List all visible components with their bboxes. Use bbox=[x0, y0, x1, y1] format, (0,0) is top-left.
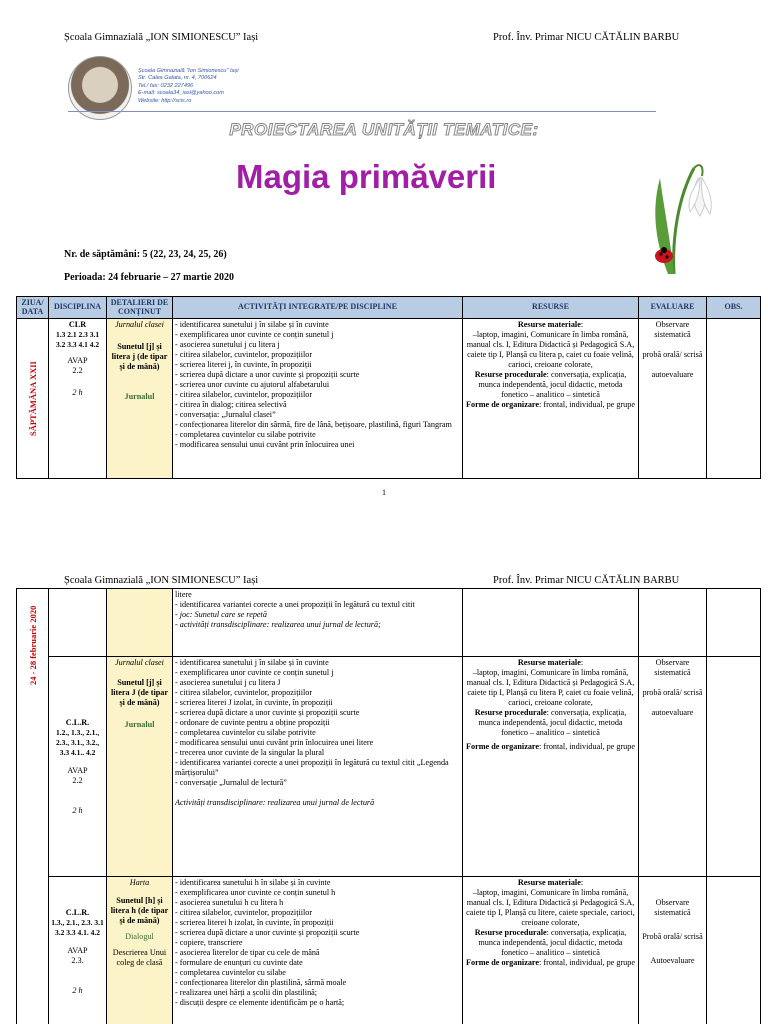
school-header: Școala Gimnazială „ION SIMIONESCU” Iași bbox=[64, 32, 259, 43]
obs-cell bbox=[707, 319, 761, 479]
table-row bbox=[17, 589, 761, 657]
col-header-obs: OBS. bbox=[707, 297, 761, 319]
details-cell: Harta Sunetul [h] și litera h (de tipar și de mână) Dialogul Descrierea Unui coleg de clasă bbox=[107, 877, 173, 1024]
details-cell: Jurnalul clasei Sunetul [j] și litera j (de tipar și de mână) Jurnalul bbox=[107, 319, 173, 479]
header-divider bbox=[68, 111, 656, 112]
school-header-page2: Școala Gimnazială „ION SIMIONESCU” Iași bbox=[64, 575, 259, 586]
table-row bbox=[17, 657, 761, 877]
col-header-discipline: DISCIPLINA bbox=[49, 297, 107, 319]
resources-cell: Resurse materiale: –laptop, imagini, Comunicare în limba română, manual cls. I, Editura Didactică și Pedagogică S.A, caiete tip I, Planșă cu litere, caiete speciale, carioci, creioane colorate, Resurse procedurale: conversația, explicația, munca independentă, jocul didactic, metoda fonetico – analitico – sintetică Forme de organizare: frontal, individual, pe grupe bbox=[463, 877, 639, 1024]
table-header-row bbox=[17, 297, 761, 319]
activities-cell: - identificarea sunetului j în silabe și în cuvinte - exemplificarea unor cuvinte ce conțin sunetul j - asocierea sunetului j cu litera J - citirea silabelor, cuvintelor, propozițiilor - scrierea literei J izolat, în cuvinte, în propoziții - scrierea după dictare a unor cuvinte și propoziții scurte - ordonare de cuvinte pentru a obține propoziții - completarea cuvintelor cu silabe potrivite - modificarea sensului unui cuvânt prin înlocuirea unei litere - trecerea unor cuvinte de la singular la plural - identificarea variantei corecte a unei propoziții în legătură cu textul citit „Legenda mărțișorului” - conversație „Jurnalul de lectură” Activități transdisciplinare: realizarea unui jurnal de lectură bbox=[173, 657, 463, 877]
weeks-count: Nr. de săptămâni: 5 (22, 23, 24, 25, 26) bbox=[64, 249, 227, 260]
discipline-cell: C.L.R. 1.2., 1.3., 2.1., 2.3., 3.1., 3.2., 3.3 4.1.. 4.2 AVAP 2.2 2 h bbox=[49, 657, 107, 877]
table-row bbox=[17, 319, 761, 479]
unit-planning-title: PROIECTAREA UNITĂȚII TEMATICE: bbox=[229, 120, 539, 139]
obs-cell bbox=[707, 657, 761, 877]
activities-cell: - identificarea sunetului j în silabe și în cuvinte - exemplificarea unor cuvinte ce conțin sunetul j - asocierea sunetului j cu litera j - citirea silabelor, cuvintelor, propozițiilor - scrierea literei j, în cuvinte, în propoziții - scrierea după dictare a unor cuvinte și propoziții scurte - scrierea unor cuvinte cu ajutorul alfabetarului - citirea silabelor, cuvintelor, propozițiilor - citirea în dialog; citirea selectivă - conversația: „Jurnalul clasei” - confecționarea literelor din sârmă, fire de lână, bețișoare, plastilină, figuri Tangram - completarea cuvintelor cu silabe potrivite - modificarea sensului unui cuvânt prin înlocuirea unei bbox=[173, 319, 463, 479]
period: Perioada: 24 februarie – 27 martie 2020 bbox=[64, 272, 234, 283]
school-contact-block: Școala Gimnazială "Ion Simionescu" Iași Str. Calea Galata, nr. 4, 700624 Tel./ fax: 0232 227496 E-mail: scoala34_iasi@yahoo.com Website: http://scis.ro bbox=[138, 68, 239, 104]
activities-cell: - identificarea sunetului h în silabe și în cuvinte - exemplificarea unor cuvinte ce conțin sunetul h - asocierea sunetului h cu litera h - citirea silabelor, cuvintelor, propozițiilor - scrierea literei h izolat, în cuvinte, în propoziții - scrierea după dictare a unor cuvinte și propoziții scurte - copiere, transcriere - asocierea literelor de tipar cu cele de mână - formulare de enunțuri cu cuvinte date - completarea cuvintelor cu silabe - confecționarea literelor din plastilină, sârmă moale - realizarea unei hărți a școlii din plastilină; - discuții despre ce elemente identificăm pe o hartă; bbox=[173, 877, 463, 1024]
table-row bbox=[17, 877, 761, 1024]
planning-table-page1 bbox=[16, 296, 761, 479]
col-header-day: ZIUA/ DATA bbox=[17, 297, 49, 319]
page-number: 1 bbox=[382, 488, 386, 497]
evaluation-cell: Observare sistematică Probă orală/ scrisă Autoevaluare bbox=[639, 877, 707, 1024]
planning-table-page2 bbox=[16, 588, 761, 1024]
col-header-activities: ACTIVITĂȚI INTEGRATE/PE DISCIPLINE bbox=[173, 297, 463, 319]
activities-cell: litere - identificarea variantei corecte a unei propoziții în legătură cu textul citit - joc: Sunetul care se repetă - activități transdisciplinare: realizarea unui jurnal de lectură; bbox=[173, 589, 463, 657]
snowdrop-illustration bbox=[634, 148, 724, 274]
resources-cell bbox=[463, 589, 639, 657]
discipline-cell bbox=[49, 589, 107, 657]
obs-cell bbox=[707, 877, 761, 1024]
discipline-cell: C.L.R. 1.3., 2.1., 2.3. 3.1 3.2 3.3 4.1. 4.2 AVAP 2.3. 2 h bbox=[49, 877, 107, 1024]
evaluation-cell bbox=[639, 589, 707, 657]
details-cell: Jurnalul clasei Sunetul [j] și litera J (de tipar și de mână) Jurnalul bbox=[107, 657, 173, 877]
resources-cell: Resurse materiale: –laptop, imagini, Comunicare în limba română, manual cls. I, Editura Didactică și Pedagogică S.A, caiete tip I, Planșă cu litera p, caiet cu foaie velină, carioci, creioane colorate, Resurse procedurale: conversația, explicația, munca independentă, jocul didactic, metoda fonetico – analitico – sintetică Forme de organizare: frontal, individual, pe grupe bbox=[463, 319, 639, 479]
evaluation-cell: Observare sistematică probă orală/ scrisă autoevaluare bbox=[639, 319, 707, 479]
details-cell bbox=[107, 589, 173, 657]
col-header-evaluation: EVALUARE bbox=[639, 297, 707, 319]
discipline-cell: CLR 1.3 2.1 2.3 3.1 3.2 3.3 4.1 4.2 AVAP 2.2 2 h bbox=[49, 319, 107, 479]
col-header-resources: RESURSE bbox=[463, 297, 639, 319]
evaluation-cell: Observare sistematică probă orală/ scrisă autoevaluare bbox=[639, 657, 707, 877]
day-cell: SĂPTĂMÂNA XXII bbox=[17, 319, 49, 479]
col-header-details: DETALIERI DE CONȚINUT bbox=[107, 297, 173, 319]
teacher-header: Prof. Înv. Primar NICU CĂTĂLIN BARBU bbox=[493, 32, 680, 43]
day-cell: 24 - 28 februarie 2020 bbox=[17, 589, 49, 1024]
resources-cell: Resurse materiale: –laptop, imagini, Comunicare în limba română, manual cls. I, Editura Didactică și Pedagogică S.A, caiete tip I, Planșă cu litera P, caiet cu foaie velină, carioci, creioane colorate, Resurse procedurale: conversația, explicația, munca independentă, jocul didactic, metoda fonetico – analitico – sintetică Forme de organizare: frontal, individual, pe grupe bbox=[463, 657, 639, 877]
teacher-header-page2: Prof. Înv. Primar NICU CĂTĂLIN BARBU bbox=[493, 575, 680, 586]
theme-title: Magia primăverii bbox=[236, 158, 497, 195]
obs-cell bbox=[707, 589, 761, 657]
